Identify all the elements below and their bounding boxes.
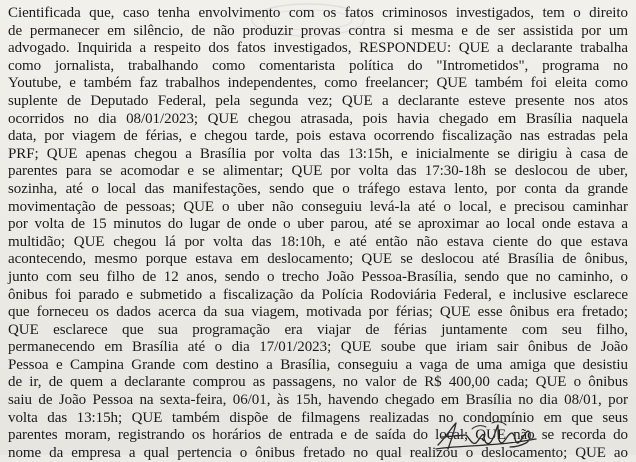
text-line: de permanecer em silêncio, de não produzir provas contra si mesma e de ser assistida por um	[8, 22, 628, 39]
text-line: movimentação de pessoas; QUE o uber não conseguiu levá-la até o local, e precisou caminhar	[8, 198, 628, 215]
text-line: PRF; QUE apenas chegou a Brasília por volta das 13:15h, e inicialmente se dirigiu à casa de	[8, 145, 628, 162]
text-line: que forneceu os dados acerca da sua viagem, motivada por férias; QUE esse ônibus era fretado;	[8, 304, 628, 321]
text-line: advogado. Inquirida a respeito dos fatos investigados, RESPONDEU: QUE a declarante trabalha	[8, 40, 628, 57]
text-line: acontecendo, mesmo porque estava em deslocamento; QUE se deslocou até Brasília de ônibus,	[8, 251, 628, 268]
text-line: data, por viagem de férias, e chegou tarde, pois estava ocorrendo fiscalização nas estradas pela	[8, 128, 628, 145]
text-line: volta das 13:15h; QUE também dispõe de filmagens realizadas no condomínio em que seus	[8, 409, 628, 426]
text-line: suplente de Deputado Federal, pela segunda vez; QUE a declarante esteve presente nos atos	[8, 92, 628, 109]
text-line: de ir, de quem a declarante comprou as passagens, no valor de R$ 400,00 cada; QUE o ônibus	[8, 374, 628, 391]
text-line: como jornalista, trabalhando como comentarista política do "Intrometidos", programa no	[8, 57, 628, 74]
text-line: saiu de João Pessoa na sexta-feira, 06/01, às 15h, havendo chegado em Brasília no dia 08/01, por	[8, 392, 628, 409]
text-line: ocorridos no dia 08/01/2023; QUE chegou atrasada, pois havia chegado em Brasília naquela	[8, 110, 628, 127]
text-line: Cientificada que, caso tenha envolvimento com os fatos criminosos investigados, tem o direito	[8, 5, 628, 21]
text-line: QUE esclarece que sua programação era viajar de férias juntamente com seu filho,	[8, 321, 628, 338]
text-line: Pessoa e Campina Grande com destino a Brasília, conseguiu a vaga de uma amiga que desistiu	[8, 356, 628, 373]
text-line: ônibus foi parado e submetido a fiscalização da Polícia Rodoviária Federal, e inclusive esclarece	[8, 286, 628, 303]
text-line: junto com seu filho de 12 anos, sendo o trecho João Pessoa-Brasília, sendo que no caminho, o	[8, 268, 628, 285]
text-line: nome da empresa a qual pertencia o ônibus fretado no qual realizou o deslocamento; QUE ao	[8, 444, 628, 461]
text-line: Youtube, e também faz trabalhos independentes, como freelancer; QUE também foi eleita como	[8, 75, 628, 92]
text-line: sozinha, até o local das manifestações, sendo que o tráfego estava lento, por conta da grande	[8, 180, 628, 197]
text-line: parentes moram, registrando os horários de entrada e de saída do local; QUE não se recorda do	[8, 427, 628, 444]
text-line: por volta de 15 minutos do lugar de onde o uber parou, até se aproximar ao local onde estava a	[8, 216, 628, 233]
handwritten-signature	[432, 415, 542, 455]
text-line: multidão; QUE chegou lá por volta das 18:10h, e até então não estava ciente do que estava	[8, 233, 628, 250]
deposition-text	[8, 5, 628, 462]
text-line: permanecendo em Brasília até o dia 17/01/2023; QUE soube que iriam sair ônibus de João	[8, 339, 628, 356]
text-line: parentes para se acomodar e se alimentar; QUE por volta das 17:30-18h se deslocou de uber,	[8, 163, 628, 180]
